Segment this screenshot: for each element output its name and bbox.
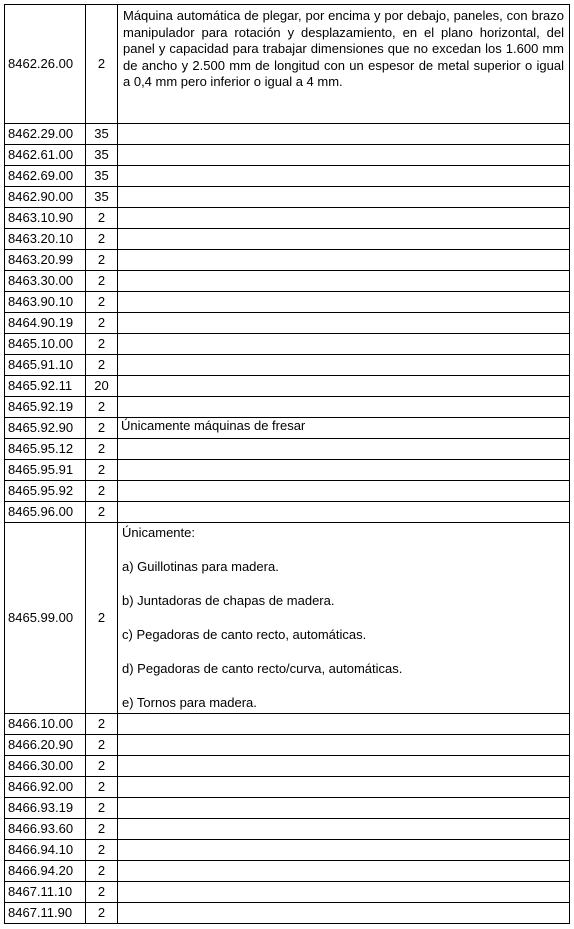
tariff-code: 8466.94.10	[5, 840, 86, 861]
table-row	[5, 250, 570, 271]
tariff-description	[118, 397, 570, 418]
tariff-code: 8462.29.00	[5, 124, 86, 145]
tariff-description: Máquina automática de plegar, por encima y por debajo, paneles, con brazo manipulador para rotación y desplazamiento, en el plano horizontal, del panel y capacidad para trabajar dimensiones que no excedan los 1.600 mm de ancho y 2.500 mm de longitud con un espesor de metal superior o igual a 0,4 mm pero inferior o igual a 4 mm.	[118, 5, 570, 124]
tariff-code: 8465.96.00	[5, 502, 86, 523]
tariff-rate: 2	[86, 418, 118, 439]
tariff-description	[118, 313, 570, 334]
table-row	[5, 229, 570, 250]
tariff-rate: 2	[86, 756, 118, 777]
tariff-rate: 35	[86, 145, 118, 166]
tariff-rate: 35	[86, 166, 118, 187]
tariff-description	[118, 271, 570, 292]
table-row	[5, 124, 570, 145]
description-line: Únicamente:	[122, 525, 195, 540]
tariff-rate: 2	[86, 819, 118, 840]
tariff-code: 8465.95.91	[5, 460, 86, 481]
tariff-description	[118, 882, 570, 903]
tariff-code: 8462.69.00	[5, 166, 86, 187]
tariff-table-body	[5, 5, 570, 924]
tariff-description	[118, 460, 570, 481]
tariff-code: 8465.92.11	[5, 376, 86, 397]
table-row	[5, 756, 570, 777]
tariff-rate: 2	[86, 777, 118, 798]
tariff-rate: 2	[86, 861, 118, 882]
description-line: c) Pegadoras de canto recto, automáticas.	[122, 627, 367, 642]
tariff-code: 8466.93.19	[5, 798, 86, 819]
tariff-description	[118, 355, 570, 376]
table-row	[5, 313, 570, 334]
tariff-code: 8462.61.00	[5, 145, 86, 166]
tariff-code: 8463.30.00	[5, 271, 86, 292]
tariff-description	[118, 840, 570, 861]
tariff-description	[118, 798, 570, 819]
tariff-code: 8464.90.19	[5, 313, 86, 334]
tariff-rate: 2	[86, 735, 118, 756]
table-row	[5, 460, 570, 481]
tariff-table	[4, 4, 570, 924]
tariff-rate: 2	[86, 714, 118, 735]
tariff-rate: 35	[86, 124, 118, 145]
description-line: e) Tornos para madera.	[122, 695, 257, 710]
tariff-code: 8466.30.00	[5, 756, 86, 777]
tariff-rate: 2	[86, 903, 118, 924]
table-row	[5, 481, 570, 502]
tariff-rate: 2	[86, 229, 118, 250]
tariff-description	[118, 777, 570, 798]
tariff-description	[118, 229, 570, 250]
table-row	[5, 439, 570, 460]
tariff-rate: 2	[86, 292, 118, 313]
tariff-code: 8467.11.90	[5, 903, 86, 924]
tariff-rate: 2	[86, 439, 118, 460]
tariff-rate: 2	[86, 397, 118, 418]
tariff-description	[118, 903, 570, 924]
table-row	[5, 798, 570, 819]
tariff-description	[118, 292, 570, 313]
tariff-rate: 2	[86, 250, 118, 271]
table-row	[5, 355, 570, 376]
tariff-rate: 2	[86, 271, 118, 292]
table-row	[5, 376, 570, 397]
tariff-code: 8466.92.00	[5, 777, 86, 798]
table-row	[5, 292, 570, 313]
table-row	[5, 145, 570, 166]
tariff-rate: 2	[86, 481, 118, 502]
tariff-description	[118, 861, 570, 882]
tariff-code: 8462.26.00	[5, 5, 86, 124]
tariff-description	[118, 124, 570, 145]
table-row	[5, 777, 570, 798]
tariff-code: 8466.93.60	[5, 819, 86, 840]
tariff-code: 8466.94.20	[5, 861, 86, 882]
tariff-code: 8465.91.10	[5, 355, 86, 376]
table-row	[5, 334, 570, 355]
tariff-rate: 2	[86, 798, 118, 819]
tariff-rate: 2	[86, 208, 118, 229]
tariff-code: 8463.10.90	[5, 208, 86, 229]
tariff-code: 8466.10.00	[5, 714, 86, 735]
tariff-code: 8465.95.92	[5, 481, 86, 502]
tariff-rate: 2	[86, 882, 118, 903]
tariff-description	[118, 187, 570, 208]
table-row	[5, 523, 570, 714]
tariff-description	[118, 819, 570, 840]
tariff-code: 8465.10.00	[5, 334, 86, 355]
table-row	[5, 840, 570, 861]
table-row	[5, 418, 570, 439]
tariff-rate: 2	[86, 313, 118, 334]
tariff-code: 8465.99.00	[5, 523, 86, 714]
table-row	[5, 397, 570, 418]
table-row	[5, 903, 570, 924]
tariff-rate: 2	[86, 355, 118, 376]
description-line: d) Pegadoras de canto recto/curva, automáticas.	[122, 661, 403, 676]
tariff-description	[118, 439, 570, 460]
tariff-code: 8465.92.90	[5, 418, 86, 439]
table-row	[5, 735, 570, 756]
table-row	[5, 714, 570, 735]
table-row	[5, 5, 570, 124]
tariff-code: 8463.20.99	[5, 250, 86, 271]
tariff-rate: 35	[86, 187, 118, 208]
tariff-code: 8465.95.12	[5, 439, 86, 460]
tariff-description	[118, 714, 570, 735]
tariff-description	[118, 502, 570, 523]
description-line: a) Guillotinas para madera.	[122, 559, 279, 574]
table-row	[5, 187, 570, 208]
tariff-description	[118, 756, 570, 777]
table-row	[5, 861, 570, 882]
tariff-code: 8463.90.10	[5, 292, 86, 313]
tariff-code: 8462.90.00	[5, 187, 86, 208]
tariff-description	[118, 481, 570, 502]
tariff-description	[118, 250, 570, 271]
table-row	[5, 502, 570, 523]
description-line: b) Juntadoras de chapas de madera.	[122, 593, 335, 608]
tariff-description	[118, 334, 570, 355]
tariff-code: 8465.92.19	[5, 397, 86, 418]
tariff-rate: 2	[86, 840, 118, 861]
tariff-rate: 2	[86, 502, 118, 523]
table-row	[5, 208, 570, 229]
table-row	[5, 271, 570, 292]
tariff-description	[118, 208, 570, 229]
tariff-rate: 2	[86, 460, 118, 481]
tariff-description	[118, 735, 570, 756]
tariff-rate: 2	[86, 334, 118, 355]
tariff-code: 8463.20.10	[5, 229, 86, 250]
tariff-code: 8466.20.90	[5, 735, 86, 756]
tariff-description	[118, 145, 570, 166]
tariff-description	[118, 523, 570, 714]
tariff-code: 8467.11.10	[5, 882, 86, 903]
tariff-rate: 20	[86, 376, 118, 397]
tariff-description: Únicamente máquinas de fresar	[118, 418, 570, 439]
tariff-description	[118, 376, 570, 397]
table-row	[5, 882, 570, 903]
table-row	[5, 166, 570, 187]
tariff-description	[118, 166, 570, 187]
table-row	[5, 819, 570, 840]
tariff-rate: 2	[86, 5, 118, 124]
tariff-rate: 2	[86, 523, 118, 714]
